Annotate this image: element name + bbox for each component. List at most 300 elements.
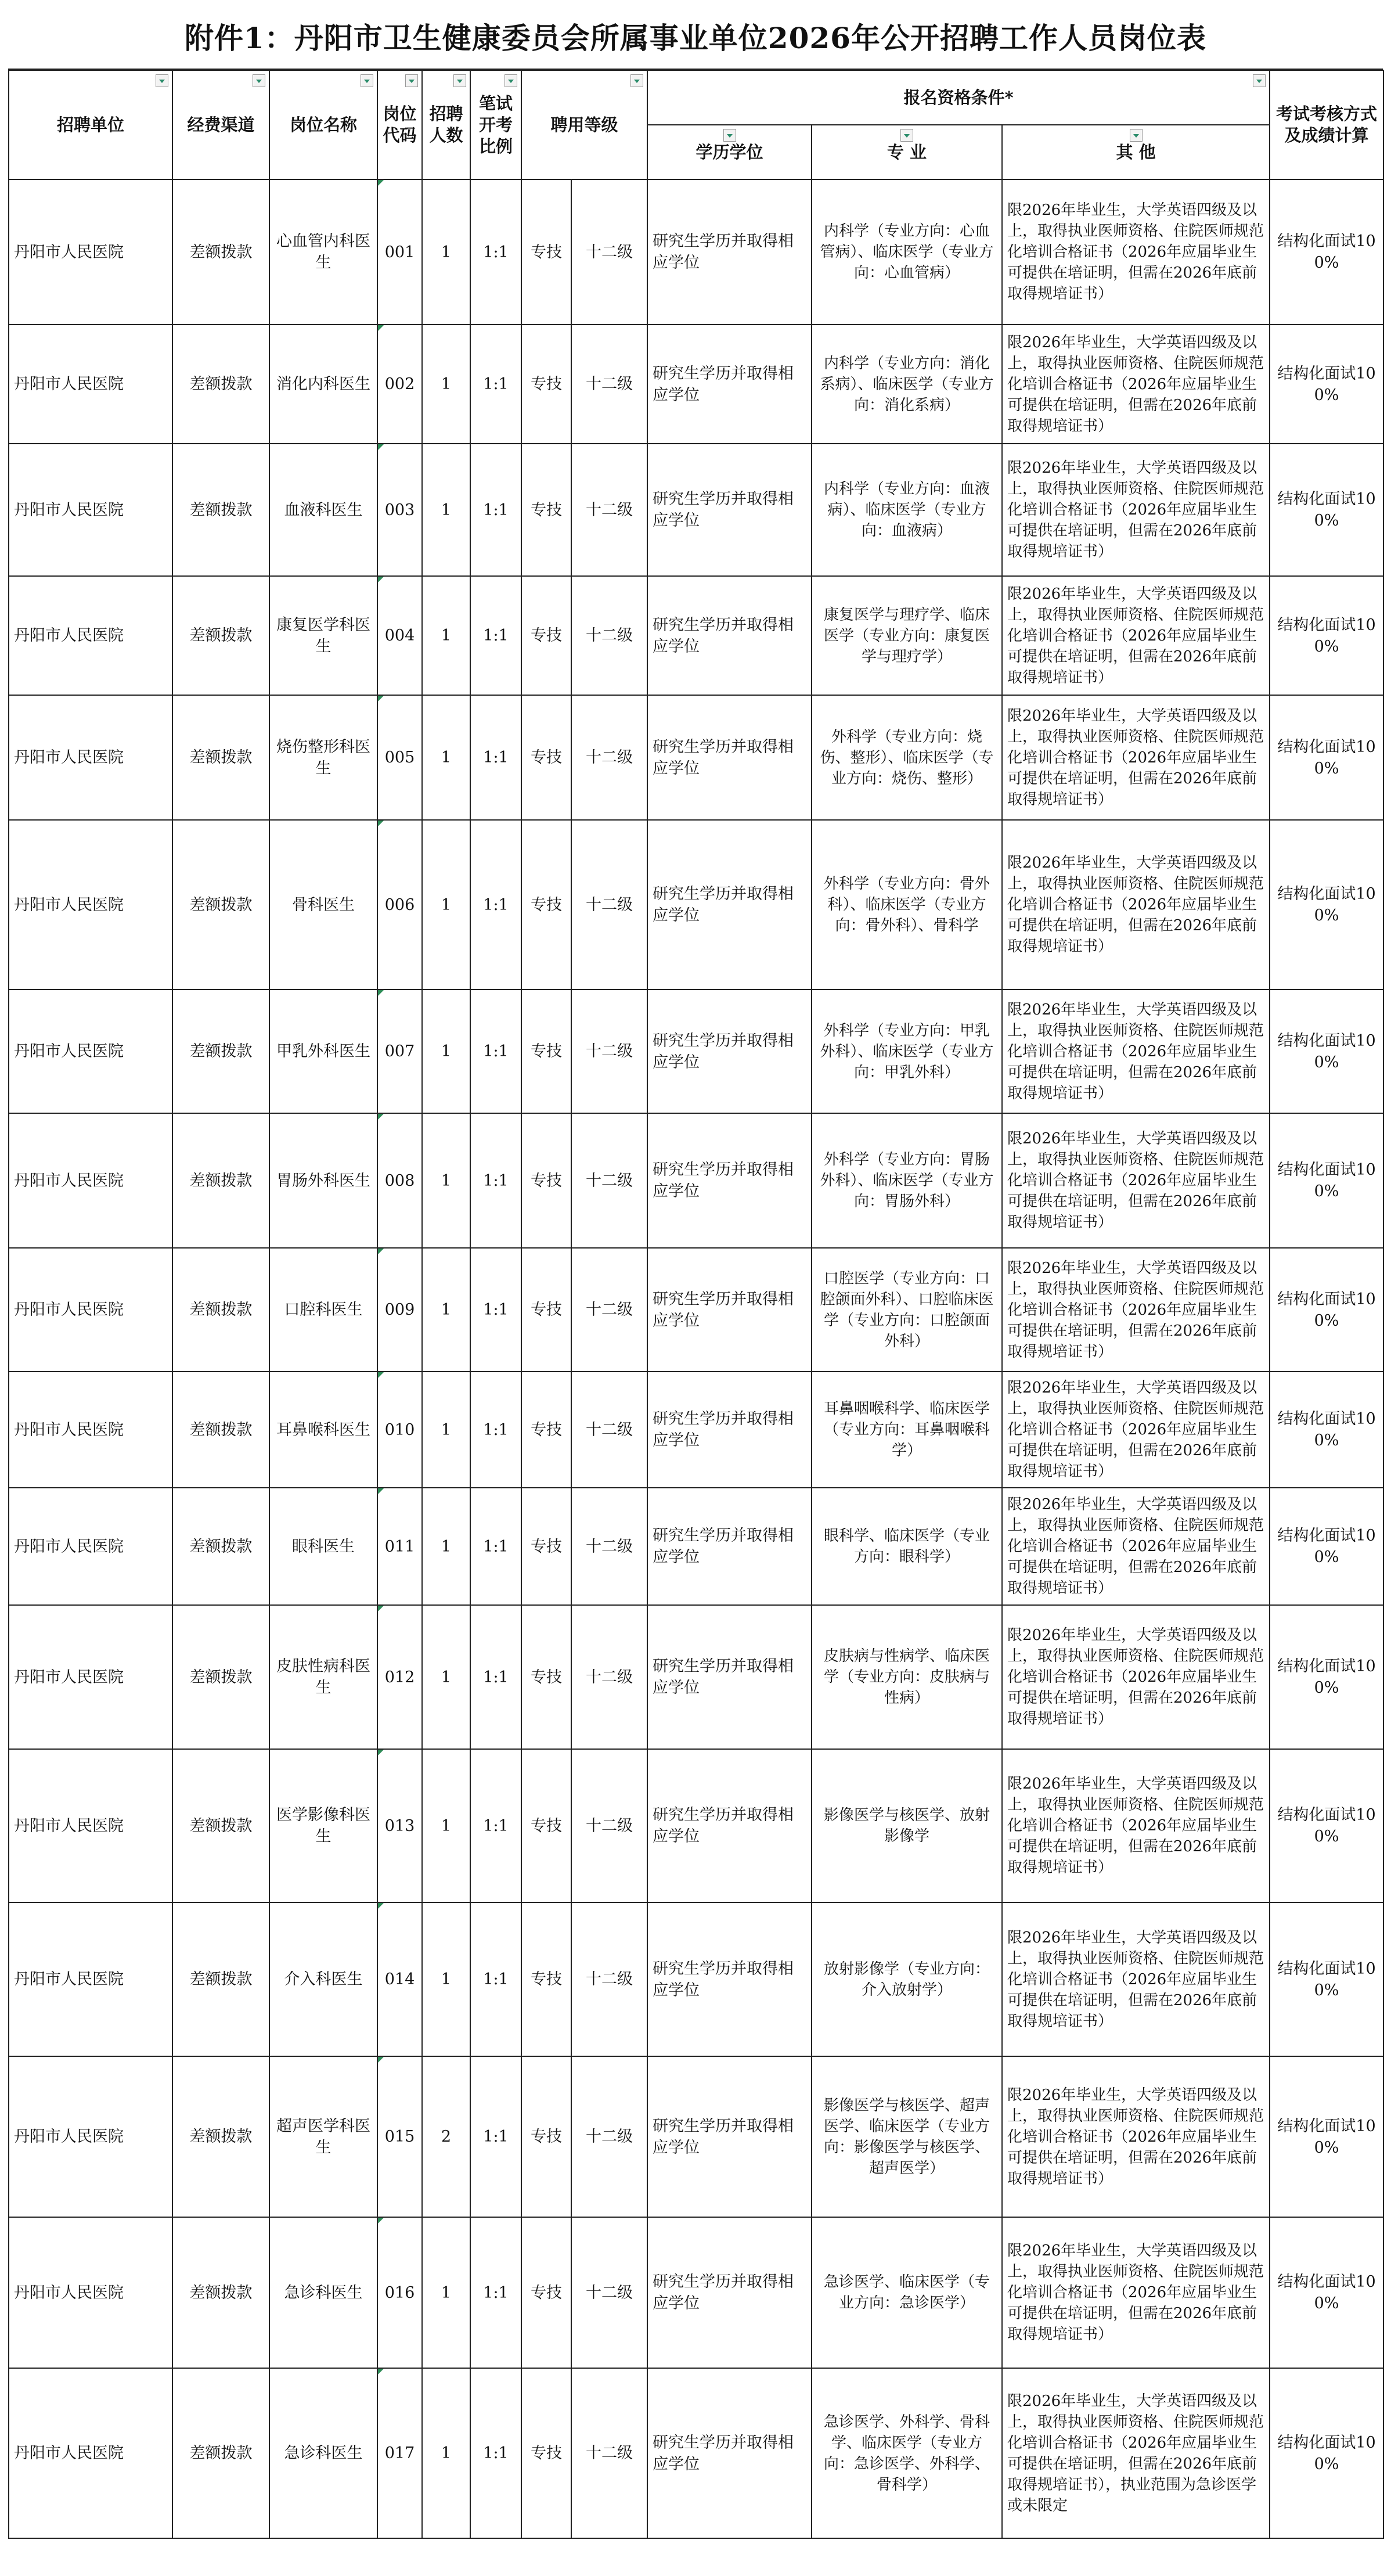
cell-position-text: 烧伤整形科医生 xyxy=(276,737,370,778)
cell-other[interactable] xyxy=(1002,2368,1270,2538)
cell-exam[interactable] xyxy=(1270,1372,1383,1488)
filter-dropdown-icon[interactable] xyxy=(1253,74,1266,87)
header-exam[interactable]: 考试考核方式及成绩计算 xyxy=(1270,70,1383,179)
filter-dropdown-icon[interactable] xyxy=(630,74,643,87)
cell-exam[interactable] xyxy=(1270,695,1383,820)
cell-funding[interactable] xyxy=(172,1902,269,2056)
cell-count-text: 1 xyxy=(441,1537,452,1556)
cell-major[interactable] xyxy=(812,444,1002,576)
cell-position[interactable] xyxy=(269,2217,377,2368)
cell-other-text: 限2026年毕业生，大学英语四级及以上，取得执业医师资格、住院医师规范化培训合格证书（2026年应届毕业生可提供在培证明，但需在2026年底前取得规培证书） xyxy=(1007,854,1264,955)
cell-grade-type[interactable] xyxy=(521,820,571,990)
cell-education[interactable] xyxy=(647,179,812,325)
cell-education-text: 研究生学历并取得相应学位 xyxy=(653,1959,794,1999)
cell-exam[interactable] xyxy=(1270,1902,1383,2056)
cell-funding[interactable] xyxy=(172,1488,269,1605)
cell-exam-text: 结构化面试100% xyxy=(1277,1290,1376,1330)
cell-education[interactable] xyxy=(647,576,812,695)
cell-education[interactable] xyxy=(647,2217,812,2368)
filter-dropdown-icon[interactable] xyxy=(405,74,418,87)
cell-unit[interactable] xyxy=(9,1605,172,1749)
header-code[interactable]: 岗位代码 xyxy=(377,70,422,179)
cell-position[interactable] xyxy=(269,1488,377,1605)
cell-funding-text: 差额拨款 xyxy=(189,1301,253,1319)
filter-dropdown-icon[interactable] xyxy=(253,74,265,87)
cell-comment-marker-icon xyxy=(378,990,384,996)
cell-code[interactable] xyxy=(377,1605,422,1749)
cell-exam-text: 结构化面试100% xyxy=(1277,2117,1376,2157)
cell-code-text: 017 xyxy=(384,2444,415,2462)
cell-grade-type[interactable] xyxy=(521,1902,571,2056)
cell-unit[interactable] xyxy=(9,2056,172,2217)
cell-major[interactable] xyxy=(812,1488,1002,1605)
cell-grade-level[interactable] xyxy=(571,820,647,990)
cell-grade-level[interactable] xyxy=(571,695,647,820)
cell-education[interactable] xyxy=(647,1113,812,1248)
cell-exam[interactable] xyxy=(1270,1605,1383,1749)
cell-count[interactable] xyxy=(422,1488,470,1605)
cell-funding[interactable] xyxy=(172,2217,269,2368)
cell-count[interactable] xyxy=(422,1372,470,1488)
cell-ratio[interactable] xyxy=(470,2368,521,2538)
cell-position-text: 医学影像科医生 xyxy=(276,1806,370,1845)
cell-grade-type[interactable] xyxy=(521,2368,571,2538)
cell-funding[interactable] xyxy=(172,2056,269,2217)
cell-funding[interactable] xyxy=(172,2368,269,2538)
cell-grade-level-text: 十二级 xyxy=(586,627,633,645)
cell-major[interactable] xyxy=(812,576,1002,695)
cell-unit[interactable] xyxy=(9,444,172,576)
cell-count[interactable] xyxy=(422,2368,470,2538)
cell-grade-level[interactable] xyxy=(571,1749,647,1902)
cell-count[interactable] xyxy=(422,695,470,820)
cell-code[interactable] xyxy=(377,1488,422,1605)
cell-grade-level[interactable] xyxy=(571,325,647,444)
cell-count[interactable] xyxy=(422,1605,470,1749)
cell-grade-type[interactable] xyxy=(521,2056,571,2217)
cell-unit[interactable] xyxy=(9,576,172,695)
cell-funding[interactable] xyxy=(172,1248,269,1372)
cell-funding[interactable] xyxy=(172,820,269,990)
cell-major[interactable] xyxy=(812,325,1002,444)
cell-count[interactable] xyxy=(422,820,470,990)
cell-code[interactable] xyxy=(377,820,422,990)
cell-major[interactable] xyxy=(812,990,1002,1113)
cell-grade-level[interactable] xyxy=(571,1113,647,1248)
cell-ratio[interactable] xyxy=(470,1749,521,1902)
cell-exam[interactable] xyxy=(1270,1749,1383,1902)
cell-other[interactable] xyxy=(1002,695,1270,820)
cell-ratio[interactable] xyxy=(470,179,521,325)
cell-grade-type[interactable] xyxy=(521,1248,571,1372)
cell-count[interactable] xyxy=(422,2217,470,2368)
cell-code[interactable] xyxy=(377,2217,422,2368)
cell-unit[interactable] xyxy=(9,2368,172,2538)
cell-major[interactable] xyxy=(812,1605,1002,1749)
cell-grade-type-text: 专技 xyxy=(531,1816,562,1835)
cell-position[interactable] xyxy=(269,990,377,1113)
cell-major[interactable] xyxy=(812,2368,1002,2538)
cell-exam-text: 结构化面试100% xyxy=(1277,2273,1376,2312)
cell-funding[interactable] xyxy=(172,325,269,444)
cell-other[interactable] xyxy=(1002,325,1270,444)
filter-dropdown-icon[interactable] xyxy=(1130,129,1143,142)
cell-exam[interactable] xyxy=(1270,179,1383,325)
cell-ratio[interactable] xyxy=(470,1113,521,1248)
cell-unit[interactable] xyxy=(9,820,172,990)
cell-exam[interactable] xyxy=(1270,1488,1383,1605)
cell-position-text: 消化内科医生 xyxy=(276,375,370,393)
cell-position[interactable] xyxy=(269,2368,377,2538)
cell-other-text: 限2026年毕业生，大学英语四级及以上，取得执业医师资格、住院医师规范化培训合格证书（2026年应届毕业生可提供在培证明，但需在2026年底前取得规培证书） xyxy=(1007,1130,1264,1231)
cell-position[interactable] xyxy=(269,444,377,576)
cell-unit-text: 丹阳市人民医院 xyxy=(14,375,124,393)
cell-exam-text: 结构化面试100% xyxy=(1277,1161,1376,1200)
cell-major[interactable] xyxy=(812,820,1002,990)
cell-grade-type[interactable] xyxy=(521,695,571,820)
cell-grade-type[interactable] xyxy=(521,444,571,576)
cell-ratio-text: 1:1 xyxy=(483,243,509,261)
cell-code-text: 013 xyxy=(384,1816,415,1835)
cell-grade-level[interactable] xyxy=(571,444,647,576)
cell-grade-level[interactable] xyxy=(571,1902,647,2056)
filter-dropdown-icon[interactable] xyxy=(900,129,913,142)
cell-grade-type[interactable] xyxy=(521,1372,571,1488)
header-education[interactable]: 学历学位 xyxy=(647,125,812,179)
cell-code[interactable] xyxy=(377,1902,422,2056)
cell-funding-text: 差额拨款 xyxy=(189,375,253,393)
cell-grade-level[interactable] xyxy=(571,1488,647,1605)
cell-count-text: 1 xyxy=(441,2444,452,2462)
cell-grade-level[interactable] xyxy=(571,1605,647,1749)
cell-grade-level[interactable] xyxy=(571,2368,647,2538)
cell-position[interactable] xyxy=(269,1372,377,1488)
cell-code[interactable] xyxy=(377,990,422,1113)
cell-exam[interactable] xyxy=(1270,1248,1383,1372)
cell-education[interactable] xyxy=(647,444,812,576)
cell-unit[interactable] xyxy=(9,2217,172,2368)
cell-education-text: 研究生学历并取得相应学位 xyxy=(653,2433,794,2473)
cell-funding-text: 差额拨款 xyxy=(189,243,253,261)
cell-grade-type[interactable] xyxy=(521,179,571,325)
cell-education[interactable] xyxy=(647,2368,812,2538)
cell-unit[interactable] xyxy=(9,325,172,444)
cell-other[interactable] xyxy=(1002,1605,1270,1749)
cell-major[interactable] xyxy=(812,1749,1002,1902)
cell-code[interactable] xyxy=(377,695,422,820)
cell-education[interactable] xyxy=(647,1749,812,1902)
cell-other[interactable] xyxy=(1002,990,1270,1113)
cell-education[interactable] xyxy=(647,1605,812,1749)
cell-unit-text: 丹阳市人民医院 xyxy=(14,1171,124,1190)
cell-position-text: 心血管内科医生 xyxy=(276,232,370,272)
cell-ratio-text: 1:1 xyxy=(483,2283,509,2302)
cell-count-text: 1 xyxy=(441,243,452,261)
cell-exam[interactable] xyxy=(1270,2217,1383,2368)
cell-position[interactable] xyxy=(269,820,377,990)
cell-funding-text: 差额拨款 xyxy=(189,2283,253,2302)
cell-education[interactable] xyxy=(647,820,812,990)
header-unit[interactable]: 招聘单位 xyxy=(9,70,172,179)
filter-dropdown-icon[interactable] xyxy=(504,74,517,87)
cell-other[interactable] xyxy=(1002,1488,1270,1605)
header-ratio[interactable]: 笔试开考比例 xyxy=(470,70,521,179)
cell-position[interactable] xyxy=(269,1248,377,1372)
cell-ratio[interactable] xyxy=(470,2217,521,2368)
cell-funding[interactable] xyxy=(172,1749,269,1902)
cell-grade-type[interactable] xyxy=(521,2217,571,2368)
cell-code[interactable] xyxy=(377,1248,422,1372)
cell-unit[interactable] xyxy=(9,1902,172,2056)
cell-grade-type[interactable] xyxy=(521,1749,571,1902)
cell-other-text: 限2026年毕业生，大学英语四级及以上，取得执业医师资格、住院医师规范化培训合格证书（2026年应届毕业生可提供在培证明，但需在2026年底前取得规培证书） xyxy=(1007,2242,1264,2343)
cell-ratio[interactable] xyxy=(470,1248,521,1372)
cell-other-text: 限2026年毕业生，大学英语四级及以上，取得执业医师资格、住院医师规范化培训合格证书（2026年应届毕业生可提供在培证明，但需在2026年底前取得规培证书） xyxy=(1007,1627,1264,1728)
cell-count[interactable] xyxy=(422,179,470,325)
cell-other-text: 限2026年毕业生，大学英语四级及以上，取得执业医师资格、住院医师规范化培训合格证书（2026年应届毕业生可提供在培证明，但需在2026年底前取得规培证书） xyxy=(1007,202,1264,303)
cell-other[interactable] xyxy=(1002,1749,1270,1902)
cell-major[interactable] xyxy=(812,2217,1002,2368)
cell-count-text: 1 xyxy=(441,375,452,393)
cell-grade-level[interactable] xyxy=(571,179,647,325)
cell-funding[interactable] xyxy=(172,1605,269,1749)
cell-grade-level[interactable] xyxy=(571,1248,647,1372)
cell-count[interactable] xyxy=(422,325,470,444)
cell-count[interactable] xyxy=(422,1902,470,2056)
cell-education-text: 研究生学历并取得相应学位 xyxy=(653,1290,794,1330)
cell-exam[interactable] xyxy=(1270,2056,1383,2217)
cell-education[interactable] xyxy=(647,1248,812,1372)
cell-position-text: 眼科医生 xyxy=(292,1537,355,1556)
cell-grade-level[interactable] xyxy=(571,1372,647,1488)
cell-grade-level-text: 十二级 xyxy=(586,2444,633,2462)
cell-grade-type-text: 专技 xyxy=(531,895,562,914)
cell-ratio[interactable] xyxy=(470,1902,521,2056)
cell-education[interactable] xyxy=(647,1488,812,1605)
cell-unit[interactable] xyxy=(9,1372,172,1488)
cell-code[interactable] xyxy=(377,444,422,576)
cell-position[interactable] xyxy=(269,1902,377,2056)
cell-unit[interactable] xyxy=(9,695,172,820)
cell-comment-marker-icon xyxy=(378,1606,384,1611)
cell-grade-type-text: 专技 xyxy=(531,627,562,645)
cell-ratio[interactable] xyxy=(470,990,521,1113)
cell-unit[interactable] xyxy=(9,179,172,325)
cell-count[interactable] xyxy=(422,2056,470,2217)
cell-code[interactable] xyxy=(377,1749,422,1902)
cell-code[interactable] xyxy=(377,325,422,444)
cell-unit-text: 丹阳市人民医院 xyxy=(14,2128,124,2146)
cell-grade-level[interactable] xyxy=(571,2217,647,2368)
cell-exam-text: 结构化面试100% xyxy=(1277,1527,1376,1566)
cell-major[interactable] xyxy=(812,695,1002,820)
cell-position[interactable] xyxy=(269,325,377,444)
header-funding[interactable]: 经费渠道 xyxy=(172,70,269,179)
cell-unit-text: 丹阳市人民医院 xyxy=(14,2283,124,2302)
cell-code[interactable] xyxy=(377,2368,422,2538)
cell-comment-marker-icon xyxy=(378,180,384,186)
cell-code-text: 001 xyxy=(384,243,415,261)
cell-grade-level[interactable] xyxy=(571,2056,647,2217)
cell-other[interactable] xyxy=(1002,2056,1270,2217)
cell-code[interactable] xyxy=(377,1372,422,1488)
cell-other[interactable] xyxy=(1002,179,1270,325)
cell-unit[interactable] xyxy=(9,1749,172,1902)
cell-code[interactable] xyxy=(377,1113,422,1248)
cell-position-text: 口腔科医生 xyxy=(284,1301,363,1319)
cell-major-text: 外科学（专业方向：胃肠外科）、临床医学（专业方向：胃肠外科） xyxy=(820,1151,994,1210)
cell-other[interactable] xyxy=(1002,820,1270,990)
cell-education[interactable] xyxy=(647,1372,812,1488)
cell-major[interactable] xyxy=(812,1248,1002,1372)
cell-education-text: 研究生学历并取得相应学位 xyxy=(653,1161,794,1200)
cell-education[interactable] xyxy=(647,695,812,820)
cell-funding-text: 差额拨款 xyxy=(189,627,253,645)
cell-unit[interactable] xyxy=(9,1248,172,1372)
cell-exam[interactable] xyxy=(1270,444,1383,576)
table-row xyxy=(9,444,1383,576)
cell-funding[interactable] xyxy=(172,1113,269,1248)
cell-exam-text: 结构化面试100% xyxy=(1277,885,1376,924)
cell-funding[interactable] xyxy=(172,444,269,576)
cell-education[interactable] xyxy=(647,990,812,1113)
cell-other[interactable] xyxy=(1002,1372,1270,1488)
cell-ratio[interactable] xyxy=(470,1488,521,1605)
cell-grade-level-text: 十二级 xyxy=(586,243,633,261)
cell-education[interactable] xyxy=(647,1902,812,2056)
cell-funding[interactable] xyxy=(172,990,269,1113)
cell-code[interactable] xyxy=(377,2056,422,2217)
cell-code[interactable] xyxy=(377,576,422,695)
cell-grade-type[interactable] xyxy=(521,990,571,1113)
cell-education[interactable] xyxy=(647,325,812,444)
cell-major[interactable] xyxy=(812,179,1002,325)
cell-other-text: 限2026年毕业生，大学英语四级及以上，取得执业医师资格、住院医师规范化培训合格证书（2026年应届毕业生可提供在培证明，但需在2026年底前取得规培证书） xyxy=(1007,459,1264,560)
filter-dropdown-icon[interactable] xyxy=(453,74,466,87)
cell-other[interactable] xyxy=(1002,2217,1270,2368)
cell-ratio-text: 1:1 xyxy=(483,1301,509,1319)
cell-grade-type[interactable] xyxy=(521,325,571,444)
cell-other-text: 限2026年毕业生，大学英语四级及以上，取得执业医师资格、住院医师规范化培训合格证书（2026年应届毕业生可提供在培证明，但需在2026年底前取得规培证书） xyxy=(1007,1379,1264,1480)
cell-count[interactable] xyxy=(422,444,470,576)
cell-ratio[interactable] xyxy=(470,695,521,820)
cell-funding-text: 差额拨款 xyxy=(189,749,253,767)
cell-funding-text: 差额拨款 xyxy=(189,895,253,914)
cell-major[interactable] xyxy=(812,1372,1002,1488)
table-row xyxy=(9,1605,1383,1749)
cell-grade-level[interactable] xyxy=(571,990,647,1113)
cell-code-text: 016 xyxy=(384,2283,415,2302)
filter-dropdown-icon[interactable] xyxy=(723,129,736,142)
cell-exam[interactable] xyxy=(1270,576,1383,695)
cell-unit[interactable] xyxy=(9,1488,172,1605)
cell-position-text: 急诊科医生 xyxy=(284,2283,363,2302)
cell-exam-text: 结构化面试100% xyxy=(1277,737,1376,778)
cell-ratio[interactable] xyxy=(470,820,521,990)
cell-grade-type[interactable] xyxy=(521,1488,571,1605)
header-count[interactable]: 招聘人数 xyxy=(422,70,470,179)
cell-major-text: 急诊医学、外科学、骨科学、临床医学（专业方向：急诊医学、外科学、骨科学） xyxy=(824,2413,990,2494)
cell-major[interactable] xyxy=(812,2056,1002,2217)
cell-count[interactable] xyxy=(422,1248,470,1372)
cell-education-text: 研究生学历并取得相应学位 xyxy=(653,1806,794,1845)
header-major[interactable]: 专 业 xyxy=(812,125,1002,179)
cell-position[interactable] xyxy=(269,576,377,695)
cell-grade-type[interactable] xyxy=(521,576,571,695)
cell-education-text: 研究生学历并取得相应学位 xyxy=(653,2117,794,2157)
cell-education-text: 研究生学历并取得相应学位 xyxy=(653,232,794,272)
cell-ratio[interactable] xyxy=(470,576,521,695)
cell-major[interactable] xyxy=(812,1902,1002,2056)
cell-grade-level[interactable] xyxy=(571,576,647,695)
cell-exam-text: 结构化面试100% xyxy=(1277,1959,1376,1999)
cell-funding[interactable] xyxy=(172,576,269,695)
cell-position[interactable] xyxy=(269,695,377,820)
table-row xyxy=(9,1113,1383,1248)
cell-grade-type[interactable] xyxy=(521,1113,571,1248)
cell-position[interactable] xyxy=(269,2056,377,2217)
cell-count[interactable] xyxy=(422,1749,470,1902)
cell-other[interactable] xyxy=(1002,1113,1270,1248)
cell-count[interactable] xyxy=(422,1113,470,1248)
cell-exam[interactable] xyxy=(1270,1113,1383,1248)
cell-ratio[interactable] xyxy=(470,2056,521,2217)
cell-funding[interactable] xyxy=(172,179,269,325)
cell-comment-marker-icon xyxy=(378,444,384,450)
cell-other[interactable] xyxy=(1002,1902,1270,2056)
cell-funding-text: 差额拨款 xyxy=(189,2128,253,2146)
cell-exam[interactable] xyxy=(1270,325,1383,444)
filter-dropdown-icon[interactable] xyxy=(156,74,168,87)
cell-grade-type-text: 专技 xyxy=(531,2444,562,2462)
cell-unit-text: 丹阳市人民医院 xyxy=(14,1301,124,1319)
cell-position[interactable] xyxy=(269,1113,377,1248)
cell-position[interactable] xyxy=(269,179,377,325)
cell-education-text: 研究生学历并取得相应学位 xyxy=(653,1031,794,1071)
cell-position[interactable] xyxy=(269,1749,377,1902)
cell-funding[interactable] xyxy=(172,1372,269,1488)
cell-exam[interactable] xyxy=(1270,820,1383,990)
cell-ratio[interactable] xyxy=(470,444,521,576)
header-grade[interactable]: 聘用等级 xyxy=(521,70,647,179)
cell-ratio[interactable] xyxy=(470,1605,521,1749)
cell-major[interactable] xyxy=(812,1113,1002,1248)
header-other[interactable]: 其 他 xyxy=(1002,125,1270,179)
cell-funding[interactable] xyxy=(172,695,269,820)
cell-count[interactable] xyxy=(422,576,470,695)
cell-other[interactable] xyxy=(1002,576,1270,695)
cell-ratio[interactable] xyxy=(470,1372,521,1488)
cell-code[interactable] xyxy=(377,179,422,325)
cell-comment-marker-icon xyxy=(378,2218,384,2224)
cell-unit[interactable] xyxy=(9,990,172,1113)
cell-count[interactable] xyxy=(422,990,470,1113)
cell-grade-type[interactable] xyxy=(521,1605,571,1749)
cell-exam[interactable] xyxy=(1270,2368,1383,2538)
filter-dropdown-icon[interactable] xyxy=(361,74,373,87)
header-qualifications[interactable]: 报名资格条件* xyxy=(647,70,1270,125)
cell-other[interactable] xyxy=(1002,1248,1270,1372)
cell-ratio[interactable] xyxy=(470,325,521,444)
header-position[interactable]: 岗位名称 xyxy=(269,70,377,179)
table-row xyxy=(9,1902,1383,2056)
cell-position[interactable] xyxy=(269,1605,377,1749)
cell-education[interactable] xyxy=(647,2056,812,2217)
cell-major-text: 外科学（专业方向：甲乳外科）、临床医学（专业方向：甲乳外科） xyxy=(820,1021,994,1081)
cell-unit[interactable] xyxy=(9,1113,172,1248)
cell-other[interactable] xyxy=(1002,444,1270,576)
cell-exam[interactable] xyxy=(1270,990,1383,1113)
